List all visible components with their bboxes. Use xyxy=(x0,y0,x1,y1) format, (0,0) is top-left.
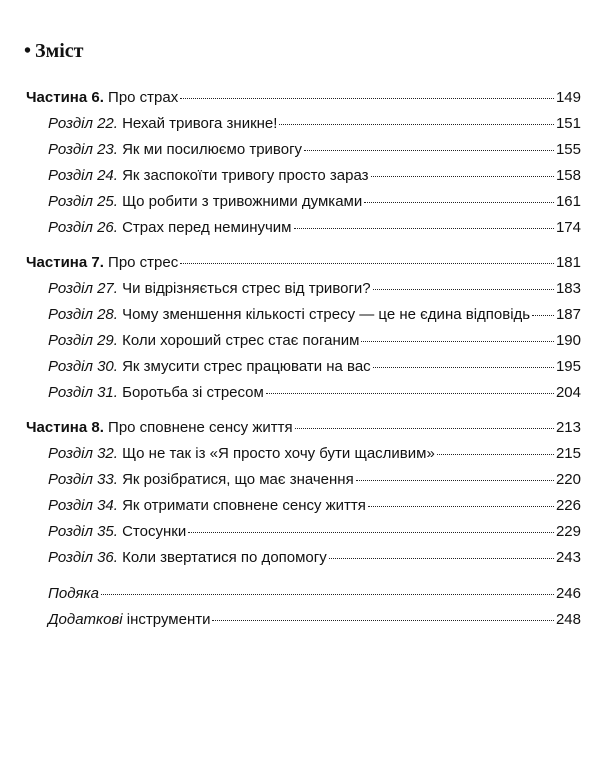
toc-entry-title: Про сповнене сенсу життя xyxy=(108,419,293,436)
toc-entry-chapter[interactable] xyxy=(26,332,581,358)
dot-leader xyxy=(101,594,554,595)
page-header xyxy=(24,40,83,63)
toc-entry-page: 243 xyxy=(555,549,581,566)
toc-entry-page: 155 xyxy=(555,141,581,158)
toc-entry-title: Коли хороший стрес стає поганим xyxy=(122,332,360,349)
toc-entry-page: 226 xyxy=(555,497,581,514)
toc-entry-label: Розділ 29. xyxy=(48,332,118,349)
toc-entry-label: Розділ 25. xyxy=(48,193,118,210)
dot-leader xyxy=(356,480,554,481)
toc-entry-part[interactable] xyxy=(26,89,581,115)
toc-entry-chapter[interactable] xyxy=(26,193,581,219)
toc-entry-page: 229 xyxy=(555,523,581,540)
toc-entry-page: 220 xyxy=(555,471,581,488)
toc-entry-label: Розділ 30. xyxy=(48,358,118,375)
toc-entry-title: Чому зменшення кількості стресу — це не єдина відповідь xyxy=(122,306,531,323)
toc-entry-acknowledgements[interactable] xyxy=(26,585,581,611)
toc-entry-additional-tools[interactable] xyxy=(26,611,581,637)
toc-entry-chapter[interactable] xyxy=(26,358,581,384)
page-title: Зміст xyxy=(35,40,84,62)
toc-entry-chapter[interactable] xyxy=(26,445,581,471)
toc-entry-title: Нехай тривога зникне! xyxy=(122,115,278,132)
toc-entry-page: 187 xyxy=(555,306,581,323)
dot-leader xyxy=(212,620,553,621)
toc-entry-title: Коли звертатися по допомогу xyxy=(122,549,327,566)
toc-entry-title: Страх перед неминучим xyxy=(122,219,292,236)
toc-entry-chapter[interactable] xyxy=(26,497,581,523)
toc-entry-title: Як ми посилюємо тривогу xyxy=(122,141,303,158)
toc-entry-chapter[interactable] xyxy=(26,384,581,410)
dot-leader xyxy=(368,506,554,507)
toc-entry-page: 174 xyxy=(555,219,581,236)
toc-entry-page: 183 xyxy=(555,280,581,297)
toc-entry-label: Розділ 31. xyxy=(48,384,118,401)
dot-leader xyxy=(532,315,554,316)
toc-entry-label: Додаткові xyxy=(48,611,123,628)
header-bullet: • xyxy=(24,40,32,62)
toc-entry-label: Подяка xyxy=(48,585,99,602)
toc-entry-chapter[interactable] xyxy=(26,141,581,167)
toc-entry-chapter[interactable] xyxy=(26,115,581,141)
dot-leader xyxy=(266,393,554,394)
toc-entry-page: 195 xyxy=(555,358,581,375)
toc-entry-label: Розділ 28. xyxy=(48,306,118,323)
toc-entry-title: Про страх xyxy=(108,89,179,106)
toc-entry-page: 213 xyxy=(555,419,581,436)
toc-entry-label: Розділ 33. xyxy=(48,471,118,488)
toc-entry-title: інструменти xyxy=(126,611,211,628)
toc-entry-title: Як розібратися, що має значення xyxy=(122,471,354,488)
toc-entry-page: 181 xyxy=(555,254,581,271)
dot-leader xyxy=(437,454,554,455)
toc-entry-title: Стосунки xyxy=(122,523,187,540)
toc-entry-title: Що не так із «Я просто хочу бути щасливим» xyxy=(122,445,435,462)
toc-entry-label: Розділ 36. xyxy=(48,549,118,566)
toc-entry-chapter[interactable] xyxy=(26,219,581,245)
dot-leader xyxy=(361,341,553,342)
toc-entry-chapter[interactable] xyxy=(26,167,581,193)
toc-entry-label: Розділ 26. xyxy=(48,219,118,236)
toc-entry-label: Розділ 23. xyxy=(48,141,118,158)
dot-leader xyxy=(364,202,554,203)
toc-entry-page: 151 xyxy=(555,115,581,132)
dot-leader xyxy=(180,98,554,99)
toc-entry-label: Розділ 34. xyxy=(48,497,118,514)
toc-entry-label: Розділ 22. xyxy=(48,115,118,132)
dot-leader xyxy=(304,150,554,151)
toc-entry-page: 158 xyxy=(555,167,581,184)
toc-entry-label: Частина 7. xyxy=(26,254,104,271)
dot-leader xyxy=(279,124,554,125)
toc-entry-page: 149 xyxy=(555,89,581,106)
dot-leader xyxy=(295,428,554,429)
toc-entry-title: Що робити з тривожними думками xyxy=(122,193,363,210)
toc-entry-title: Про стрес xyxy=(108,254,179,271)
toc-entry-title: Чи відрізняється стрес від тривоги? xyxy=(122,280,371,297)
dot-leader xyxy=(180,263,554,264)
toc-entry-label: Розділ 35. xyxy=(48,523,118,540)
toc-entry-chapter[interactable] xyxy=(26,523,581,549)
dot-leader xyxy=(371,176,554,177)
toc-entry-title: Як заспокоїти тривогу просто зараз xyxy=(122,167,369,184)
dot-leader xyxy=(373,367,554,368)
toc-entry-chapter[interactable] xyxy=(26,471,581,497)
toc-entry-page: 204 xyxy=(555,384,581,401)
toc-entry-page: 190 xyxy=(555,332,581,349)
toc-entry-page: 215 xyxy=(555,445,581,462)
dot-leader xyxy=(188,532,554,533)
toc-entry-label: Розділ 24. xyxy=(48,167,118,184)
toc-entry-page: 161 xyxy=(555,193,581,210)
toc-entry-page: 246 xyxy=(555,585,581,602)
toc-entry-page: 248 xyxy=(555,611,581,628)
toc-entry-title: Як отримати сповнене сенсу життя xyxy=(122,497,366,514)
toc-entry-label: Розділ 32. xyxy=(48,445,118,462)
toc-entry-label: Частина 8. xyxy=(26,419,104,436)
toc-entry-part[interactable] xyxy=(26,254,581,280)
toc-entry-title: Як змусити стрес працювати на вас xyxy=(122,358,371,375)
toc-entry-chapter[interactable] xyxy=(26,306,581,332)
toc-entry-label: Розділ 27. xyxy=(48,280,118,297)
toc-entry-part[interactable] xyxy=(26,419,581,445)
toc-entry-label: Частина 6. xyxy=(26,89,104,106)
toc-entry-chapter[interactable] xyxy=(26,549,581,575)
dot-leader xyxy=(329,558,554,559)
dot-leader xyxy=(373,289,554,290)
dot-leader xyxy=(294,228,554,229)
table-of-contents xyxy=(26,89,581,637)
toc-entry-title: Боротьба зі стресом xyxy=(122,384,264,401)
toc-entry-chapter[interactable] xyxy=(26,280,581,306)
